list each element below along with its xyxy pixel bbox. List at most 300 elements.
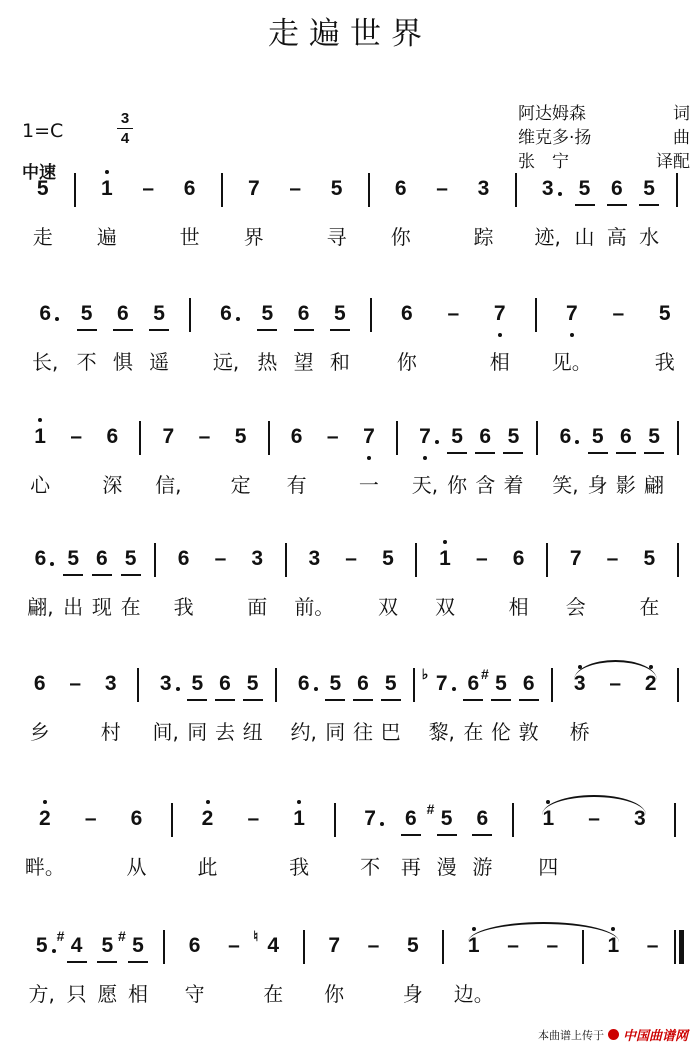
music-system: [0, 413, 700, 513]
lyric-syllable: 巴: [380, 720, 401, 744]
high-octave-dot: [43, 800, 47, 804]
note: 5: [153, 302, 165, 325]
barline: [137, 668, 139, 702]
lyric-syllable: 影: [615, 473, 636, 497]
high-octave-dot: [105, 170, 109, 174]
eighth-underline: [77, 329, 97, 331]
note: 5: [451, 425, 463, 448]
lyric-syllable: 同: [187, 720, 208, 744]
note: 1: [34, 425, 46, 448]
lyric-syllable: 愿: [97, 982, 118, 1006]
eighth-underline: [381, 699, 401, 701]
note: 5: [101, 934, 114, 957]
lyric-syllable: 迹,: [534, 225, 561, 249]
note: 4: [267, 934, 280, 957]
dash: –: [69, 672, 82, 695]
note: 5: [330, 177, 343, 200]
note: 1: [101, 177, 113, 200]
lyric-syllable: 在: [639, 595, 660, 619]
note: 6: [188, 934, 201, 957]
barline: [268, 421, 270, 455]
eighth-underline: [67, 961, 87, 963]
lyric-syllable: 寻: [326, 225, 347, 249]
note: 4: [70, 934, 83, 957]
lyric-syllable: 笑,: [552, 473, 579, 497]
note: 6: [297, 302, 310, 325]
dash: –: [507, 934, 519, 957]
lyric-syllable: 只: [66, 982, 87, 1006]
barline: [536, 421, 538, 455]
music-system: [0, 922, 700, 1022]
notes-row: [0, 290, 700, 340]
lyric-syllable: 翩,: [27, 595, 54, 619]
barline: [285, 543, 287, 577]
note: 6: [467, 672, 480, 695]
eighth-underline: [447, 452, 467, 454]
lyrics-row: [0, 718, 700, 748]
dash: –: [546, 934, 559, 957]
low-octave-dot: [367, 456, 371, 460]
note: 1: [467, 934, 480, 957]
lyric-syllable: 从: [126, 855, 147, 879]
note: 6: [219, 672, 231, 695]
lyric-syllable: 天,: [411, 473, 439, 497]
lyric-syllable: 乡: [29, 720, 50, 744]
lyrics-row: [0, 593, 700, 623]
note: 6: [96, 547, 108, 570]
lyric-syllable: 世: [179, 225, 200, 249]
credit-composer: [518, 126, 690, 150]
augmentation-dot: [558, 192, 562, 196]
augmentation-dot: [380, 822, 384, 826]
note: 6: [39, 302, 52, 325]
lyric-syllable: 同: [325, 720, 346, 744]
barline: [303, 930, 305, 964]
eighth-underline: [639, 204, 659, 206]
lyric-syllable: 游: [472, 855, 493, 879]
lyric-syllable: 界: [243, 225, 264, 249]
tie-slur: [468, 922, 620, 942]
note: 5: [578, 177, 591, 200]
note: 5: [643, 177, 655, 200]
lyric-syllable: 出: [63, 595, 84, 619]
note: 3: [541, 177, 554, 200]
lyric-syllable: 身: [402, 982, 423, 1006]
barline: [189, 298, 191, 332]
dash: –: [588, 807, 600, 830]
credit-name: 维克多·扬: [518, 128, 592, 148]
note: 3: [104, 672, 117, 695]
dash: –: [646, 934, 659, 957]
lyric-syllable: 间,: [152, 720, 179, 744]
credit-name: 张 宁: [518, 152, 569, 172]
note: 6: [220, 302, 232, 325]
note: 6: [479, 425, 492, 448]
low-octave-dot: [498, 333, 502, 337]
barline: [154, 543, 156, 577]
note: 5: [329, 672, 342, 695]
lyrics-row: [0, 980, 700, 1010]
barline: [221, 173, 223, 207]
dash: –: [214, 547, 227, 570]
barline: [171, 803, 173, 837]
lyric-syllable: 去: [214, 720, 235, 744]
dash: –: [475, 547, 488, 570]
lyric-syllable: 在: [463, 720, 484, 744]
dash: –: [70, 425, 83, 448]
notes-row: [0, 413, 700, 463]
barline: [674, 930, 676, 964]
note: 5: [132, 934, 144, 957]
note: 5: [67, 547, 80, 570]
notes-row: [0, 795, 700, 845]
lyric-syllable: 望: [293, 350, 314, 374]
notes-row: [0, 535, 700, 585]
dash: –: [447, 302, 460, 325]
barline: [370, 298, 372, 332]
footer-text: 本曲谱上传于: [537, 1028, 604, 1042]
note: 7: [363, 425, 375, 448]
lyric-syllable: 惧: [112, 350, 133, 374]
barline: [413, 668, 415, 702]
note: 7: [247, 177, 260, 200]
barline: [368, 173, 370, 207]
lyric-syllable: 见。: [551, 350, 592, 374]
lyric-syllable: 高: [606, 225, 627, 249]
eighth-underline: [519, 699, 539, 701]
lyric-syllable: 在: [120, 595, 141, 619]
augmentation-dot: [452, 687, 456, 691]
lyric-syllable: 我: [173, 595, 194, 619]
lyric-syllable: 再: [400, 855, 421, 879]
lyric-syllable: 桥: [569, 720, 590, 744]
lyric-syllable: 水: [639, 225, 660, 249]
note: 6: [33, 672, 46, 695]
barline: [515, 173, 517, 207]
credits: [518, 102, 690, 174]
time-signature-top: 3: [120, 110, 130, 127]
lyric-syllable: 我: [654, 350, 675, 374]
eighth-underline: [149, 329, 169, 331]
song-title: 走遍世界: [268, 16, 432, 52]
note: 5: [234, 425, 247, 448]
lyric-syllable: 遍: [96, 225, 117, 249]
note: 1: [439, 547, 451, 570]
dash: –: [367, 934, 380, 957]
lyric-syllable: 伦: [491, 720, 511, 744]
note: 7: [569, 547, 582, 570]
lyric-syllable: 村: [100, 720, 121, 744]
note: 3: [308, 547, 321, 570]
note: 5: [658, 302, 671, 325]
lyric-syllable: 敦: [518, 720, 539, 744]
credit-lyricist: [518, 102, 690, 126]
barline: [676, 173, 678, 207]
lyric-syllable: 双: [435, 595, 455, 619]
lyric-syllable: 黎,: [428, 720, 455, 744]
note: 5: [261, 302, 274, 325]
lyric-syllable: 你: [396, 350, 417, 374]
lyric-syllable: 约,: [290, 720, 317, 744]
eighth-underline: [113, 329, 133, 331]
eighth-underline: [121, 574, 141, 576]
augmentation-dot: [236, 317, 240, 321]
credit-role: 译配: [656, 152, 690, 172]
eighth-underline: [588, 452, 608, 454]
music-system: [0, 290, 700, 390]
time-signature-line: [117, 128, 133, 129]
note: 5: [440, 807, 453, 830]
dash: –: [436, 177, 448, 200]
lyric-syllable: 定: [230, 473, 251, 497]
lyric-syllable: 面: [247, 595, 268, 619]
augmentation-dot: [52, 949, 56, 953]
barline: [275, 668, 277, 702]
note: 6: [183, 177, 196, 200]
note: 6: [559, 425, 572, 448]
dash: –: [142, 177, 155, 200]
note: 6: [297, 672, 310, 695]
lyrics-row: [0, 348, 700, 378]
lyric-syllable: 纽: [242, 720, 263, 744]
accidental: #: [481, 666, 489, 682]
note: 5: [36, 177, 49, 200]
note: 5: [643, 547, 656, 570]
eighth-underline: [353, 699, 373, 701]
note: 6: [106, 425, 119, 448]
accidental: #: [56, 928, 65, 944]
dash: –: [228, 934, 240, 957]
lyric-syllable: 一: [358, 473, 379, 497]
eighth-underline: [92, 574, 112, 576]
augmentation-dot: [50, 562, 54, 566]
lyric-syllable: 远,: [212, 350, 240, 374]
lyric-syllable: 此: [197, 855, 218, 879]
augmentation-dot: [176, 687, 180, 691]
accidental: #: [117, 928, 126, 944]
lyric-syllable: 山: [574, 225, 595, 249]
barline: [139, 421, 141, 455]
eighth-underline: [607, 204, 627, 206]
lyric-syllable: 有: [286, 473, 307, 497]
lyric-syllable: 前。: [294, 595, 335, 619]
note: 6: [476, 807, 489, 830]
barline: [512, 803, 514, 837]
note: 2: [39, 807, 51, 830]
note: 6: [130, 807, 143, 830]
barline: [163, 930, 165, 964]
high-octave-dot: [611, 927, 615, 931]
lyric-syllable: 现: [91, 595, 112, 619]
site-logo-icon: [608, 1029, 619, 1040]
note: 6: [512, 547, 525, 570]
augmentation-dot: [314, 687, 318, 691]
lyric-syllable: 四: [538, 855, 559, 879]
eighth-underline: [463, 699, 483, 701]
eighth-underline: [128, 961, 148, 963]
note: 2: [201, 807, 214, 830]
lyric-syllable: 双: [377, 595, 398, 619]
note: 7: [328, 934, 340, 957]
time-signature: [117, 110, 133, 147]
credit-role: 曲: [673, 128, 690, 148]
dash: –: [247, 807, 260, 830]
lyrics-row: [0, 223, 700, 253]
barline: [535, 298, 537, 332]
note: 1: [607, 934, 620, 957]
lyric-syllable: 相: [489, 350, 510, 374]
time-signature-bottom: 4: [120, 130, 130, 147]
eighth-underline: [97, 961, 117, 963]
note: 6: [620, 425, 632, 448]
note: 5: [80, 302, 93, 325]
lyric-syllable: 边。: [453, 982, 494, 1006]
note: 6: [357, 672, 369, 695]
lyric-syllable: 在: [263, 982, 284, 1006]
lyric-syllable: 长,: [32, 350, 59, 374]
note: 5: [591, 425, 604, 448]
eighth-underline: [616, 452, 636, 454]
lyric-syllable: 你: [447, 473, 468, 497]
augmentation-dot: [575, 440, 579, 444]
eighth-underline: [330, 329, 350, 331]
note: 6: [394, 177, 407, 200]
lyric-syllable: 着: [503, 473, 524, 497]
note: 7: [435, 672, 448, 695]
low-octave-dot: [423, 456, 427, 460]
barline: [677, 543, 679, 577]
lyric-syllable: 翩: [644, 473, 665, 497]
high-octave-dot: [297, 800, 301, 804]
accidental: ♮: [253, 928, 259, 944]
note: 3: [159, 672, 172, 695]
notes-row: [0, 922, 700, 972]
key-signature: 1=C: [22, 120, 64, 142]
eighth-underline: [644, 452, 664, 454]
note: 3: [251, 547, 264, 570]
eighth-underline: [575, 204, 595, 206]
high-octave-dot: [38, 418, 42, 422]
lyric-syllable: 含: [475, 473, 496, 497]
note: 6: [405, 807, 417, 830]
note: 1: [542, 807, 555, 830]
note: 6: [117, 302, 129, 325]
lyric-syllable: 方,: [28, 982, 55, 1006]
lyric-syllable: 我: [289, 855, 310, 879]
lyrics-row: [0, 471, 700, 501]
barline: [674, 803, 676, 837]
tie-slur: [574, 660, 657, 680]
music-system: [0, 535, 700, 635]
note: 6: [34, 547, 47, 570]
tempo-marking: 中速: [22, 163, 56, 183]
high-octave-dot: [472, 927, 476, 931]
low-octave-dot: [570, 333, 574, 337]
note: 2: [644, 672, 657, 695]
lyric-syllable: 往: [352, 720, 373, 744]
lyric-syllable: 信,: [155, 473, 182, 497]
note: 3: [477, 177, 490, 200]
eighth-underline: [325, 699, 345, 701]
music-system: [0, 660, 700, 760]
note: 6: [290, 425, 303, 448]
note: 7: [565, 302, 578, 325]
note: 5: [495, 672, 507, 695]
augmentation-dot: [55, 317, 59, 321]
barline: [74, 173, 76, 207]
dash: –: [326, 425, 339, 448]
note: 5: [507, 425, 520, 448]
credit-name: 阿达姆森: [518, 104, 586, 124]
lyric-syllable: 你: [324, 982, 345, 1006]
barline: [551, 668, 553, 702]
dash: –: [84, 807, 97, 830]
lyric-syllable: 你: [390, 225, 411, 249]
augmentation-dot: [435, 440, 439, 444]
dash: –: [612, 302, 625, 325]
note: 7: [493, 302, 506, 325]
lyric-syllable: 心: [30, 473, 51, 497]
note: 5: [35, 934, 48, 957]
music-system: [0, 165, 700, 265]
barline: [546, 543, 548, 577]
note: 3: [634, 807, 646, 830]
lyric-syllable: 热: [257, 350, 278, 374]
eighth-underline: [503, 452, 523, 454]
dash: –: [198, 425, 211, 448]
lyrics-row: [0, 853, 700, 883]
eighth-underline: [401, 834, 421, 836]
note: 7: [419, 425, 431, 448]
eighth-underline: [294, 329, 314, 331]
dash: –: [345, 547, 357, 570]
lyric-syllable: 走: [32, 225, 53, 249]
note: 5: [246, 672, 259, 695]
barline: [415, 543, 417, 577]
eighth-underline: [475, 452, 495, 454]
dash: –: [609, 672, 622, 695]
lyric-syllable: 相: [508, 595, 529, 619]
notes-row: [0, 165, 700, 215]
barline: [677, 668, 679, 702]
lyric-syllable: 深: [102, 473, 123, 497]
note: 5: [124, 547, 137, 570]
note: 5: [648, 425, 660, 448]
note: 7: [364, 807, 376, 830]
eighth-underline: [491, 699, 511, 701]
eighth-underline: [63, 574, 83, 576]
footer: [538, 1025, 688, 1044]
music-system: [0, 795, 700, 895]
accidental: #: [426, 801, 435, 817]
note: 5: [382, 547, 394, 570]
note: 5: [334, 302, 346, 325]
eighth-underline: [257, 329, 277, 331]
note: 5: [191, 672, 204, 695]
note: 6: [400, 302, 413, 325]
eighth-underline: [215, 699, 235, 701]
notes-row: [0, 660, 700, 710]
high-octave-dot: [443, 540, 447, 544]
lyric-syllable: 和: [329, 350, 350, 374]
note: 1: [293, 807, 305, 830]
note: 5: [406, 934, 419, 957]
lyric-syllable: 相: [127, 982, 148, 1006]
dash: –: [289, 177, 302, 200]
eighth-underline: [472, 834, 492, 836]
lyric-syllable: 不: [360, 855, 381, 879]
accidental: ♭: [421, 666, 429, 682]
